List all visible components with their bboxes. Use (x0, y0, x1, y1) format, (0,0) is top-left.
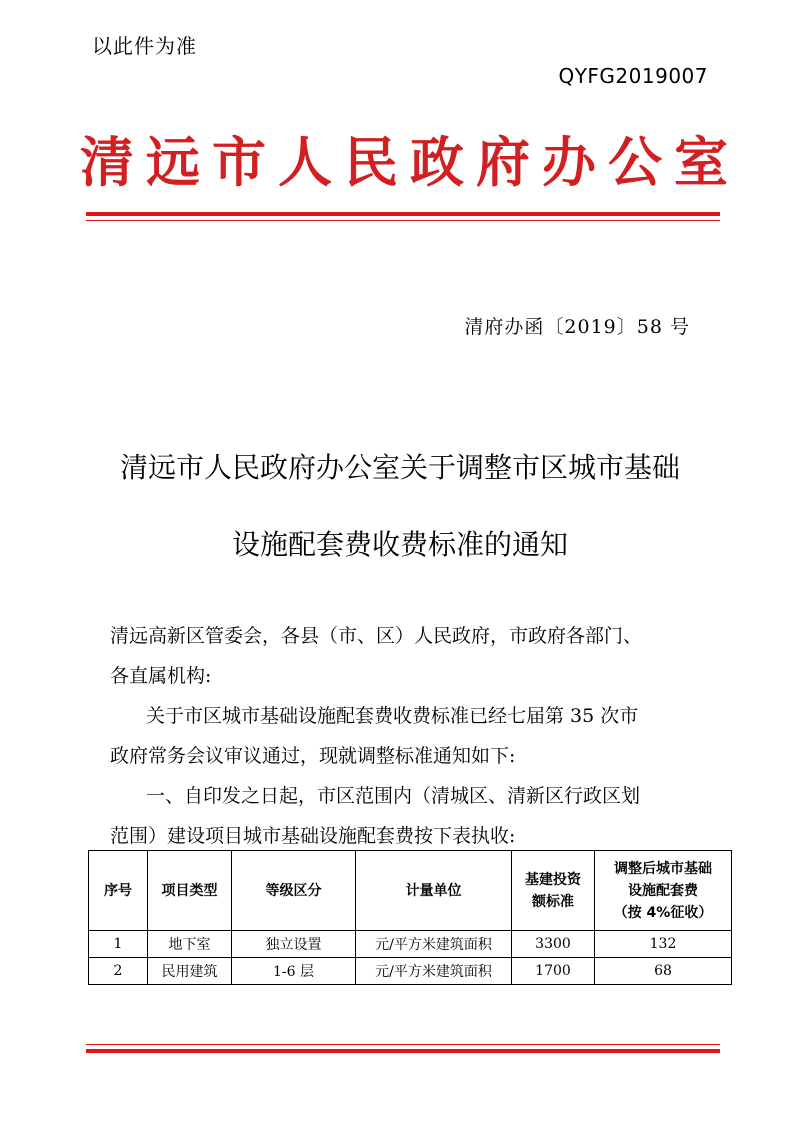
cell-type: 地下室 (148, 931, 232, 958)
header-divider-thin (86, 220, 720, 221)
footer-divider-thick (86, 1049, 720, 1053)
header-seq: 序号 (89, 851, 148, 931)
header-adjusted-fee (595, 851, 732, 931)
header-grade: 等级区分 (232, 851, 356, 931)
cell-unit: 元/平方米建筑面积 (356, 931, 512, 958)
header-base-standard (512, 851, 595, 931)
recipients-line-1: 清远高新区管委会，各县（市、区）人民政府，市政府各部门、 (110, 625, 643, 647)
cell-base: 1700 (512, 958, 595, 985)
table-row (89, 958, 732, 985)
document-number: 清府办函〔2019〕58 号 (464, 316, 690, 338)
paragraph-1-line-1: 关于市区城市基础设施配套费收费标准已经七届第 35 次市 (146, 705, 639, 727)
cell-type: 民用建筑 (148, 958, 232, 985)
notice-title-line-1: 清远市人民政府办公室关于调整市区城市基础 (119, 451, 680, 484)
cell-seq: 1 (89, 931, 148, 958)
issuer-header: 清远市人民政府办公室 (80, 131, 740, 194)
table-header-row (89, 851, 732, 931)
header-fee-line-3: （按 4%征收） (613, 904, 713, 921)
cell-seq: 2 (89, 958, 148, 985)
cell-unit: 元/平方米建筑面积 (356, 958, 512, 985)
cell-fee: 132 (595, 931, 732, 958)
cell-fee: 68 (595, 958, 732, 985)
cell-grade: 独立设置 (232, 931, 356, 958)
header-fee-line-2: 设施配套费 (628, 882, 698, 899)
table-row (89, 931, 732, 958)
paragraph-2-line-1: 一、自印发之日起，市区范围内（清城区、清新区行政区划 (146, 785, 641, 807)
document-code: QYFG2019007 (558, 64, 708, 88)
header-type: 项目类型 (148, 851, 232, 931)
paragraph-1-line-2: 政府常务会议审议通过，现就调整标准通知如下: (110, 745, 516, 767)
notice-title-line-2: 设施配套费收费标准的通知 (231, 528, 568, 561)
footer-divider-thin (86, 1044, 720, 1045)
header-base-line-2: 额标准 (532, 893, 574, 910)
header-divider-thick (86, 212, 720, 216)
recipients-line-2: 各直属机构: (110, 665, 212, 687)
header-base-line-1: 基建投资 (525, 871, 581, 888)
header-unit: 计量单位 (356, 851, 512, 931)
paragraph-2-line-2: 范围）建设项目城市基础设施配套费按下表执收: (110, 825, 516, 847)
fee-standard-table (88, 850, 732, 985)
cell-base: 3300 (512, 931, 595, 958)
header-fee-line-1: 调整后城市基础 (614, 860, 712, 877)
cell-grade: 1-6 层 (232, 958, 356, 985)
stamp-note: 以此件为准 (92, 34, 197, 58)
